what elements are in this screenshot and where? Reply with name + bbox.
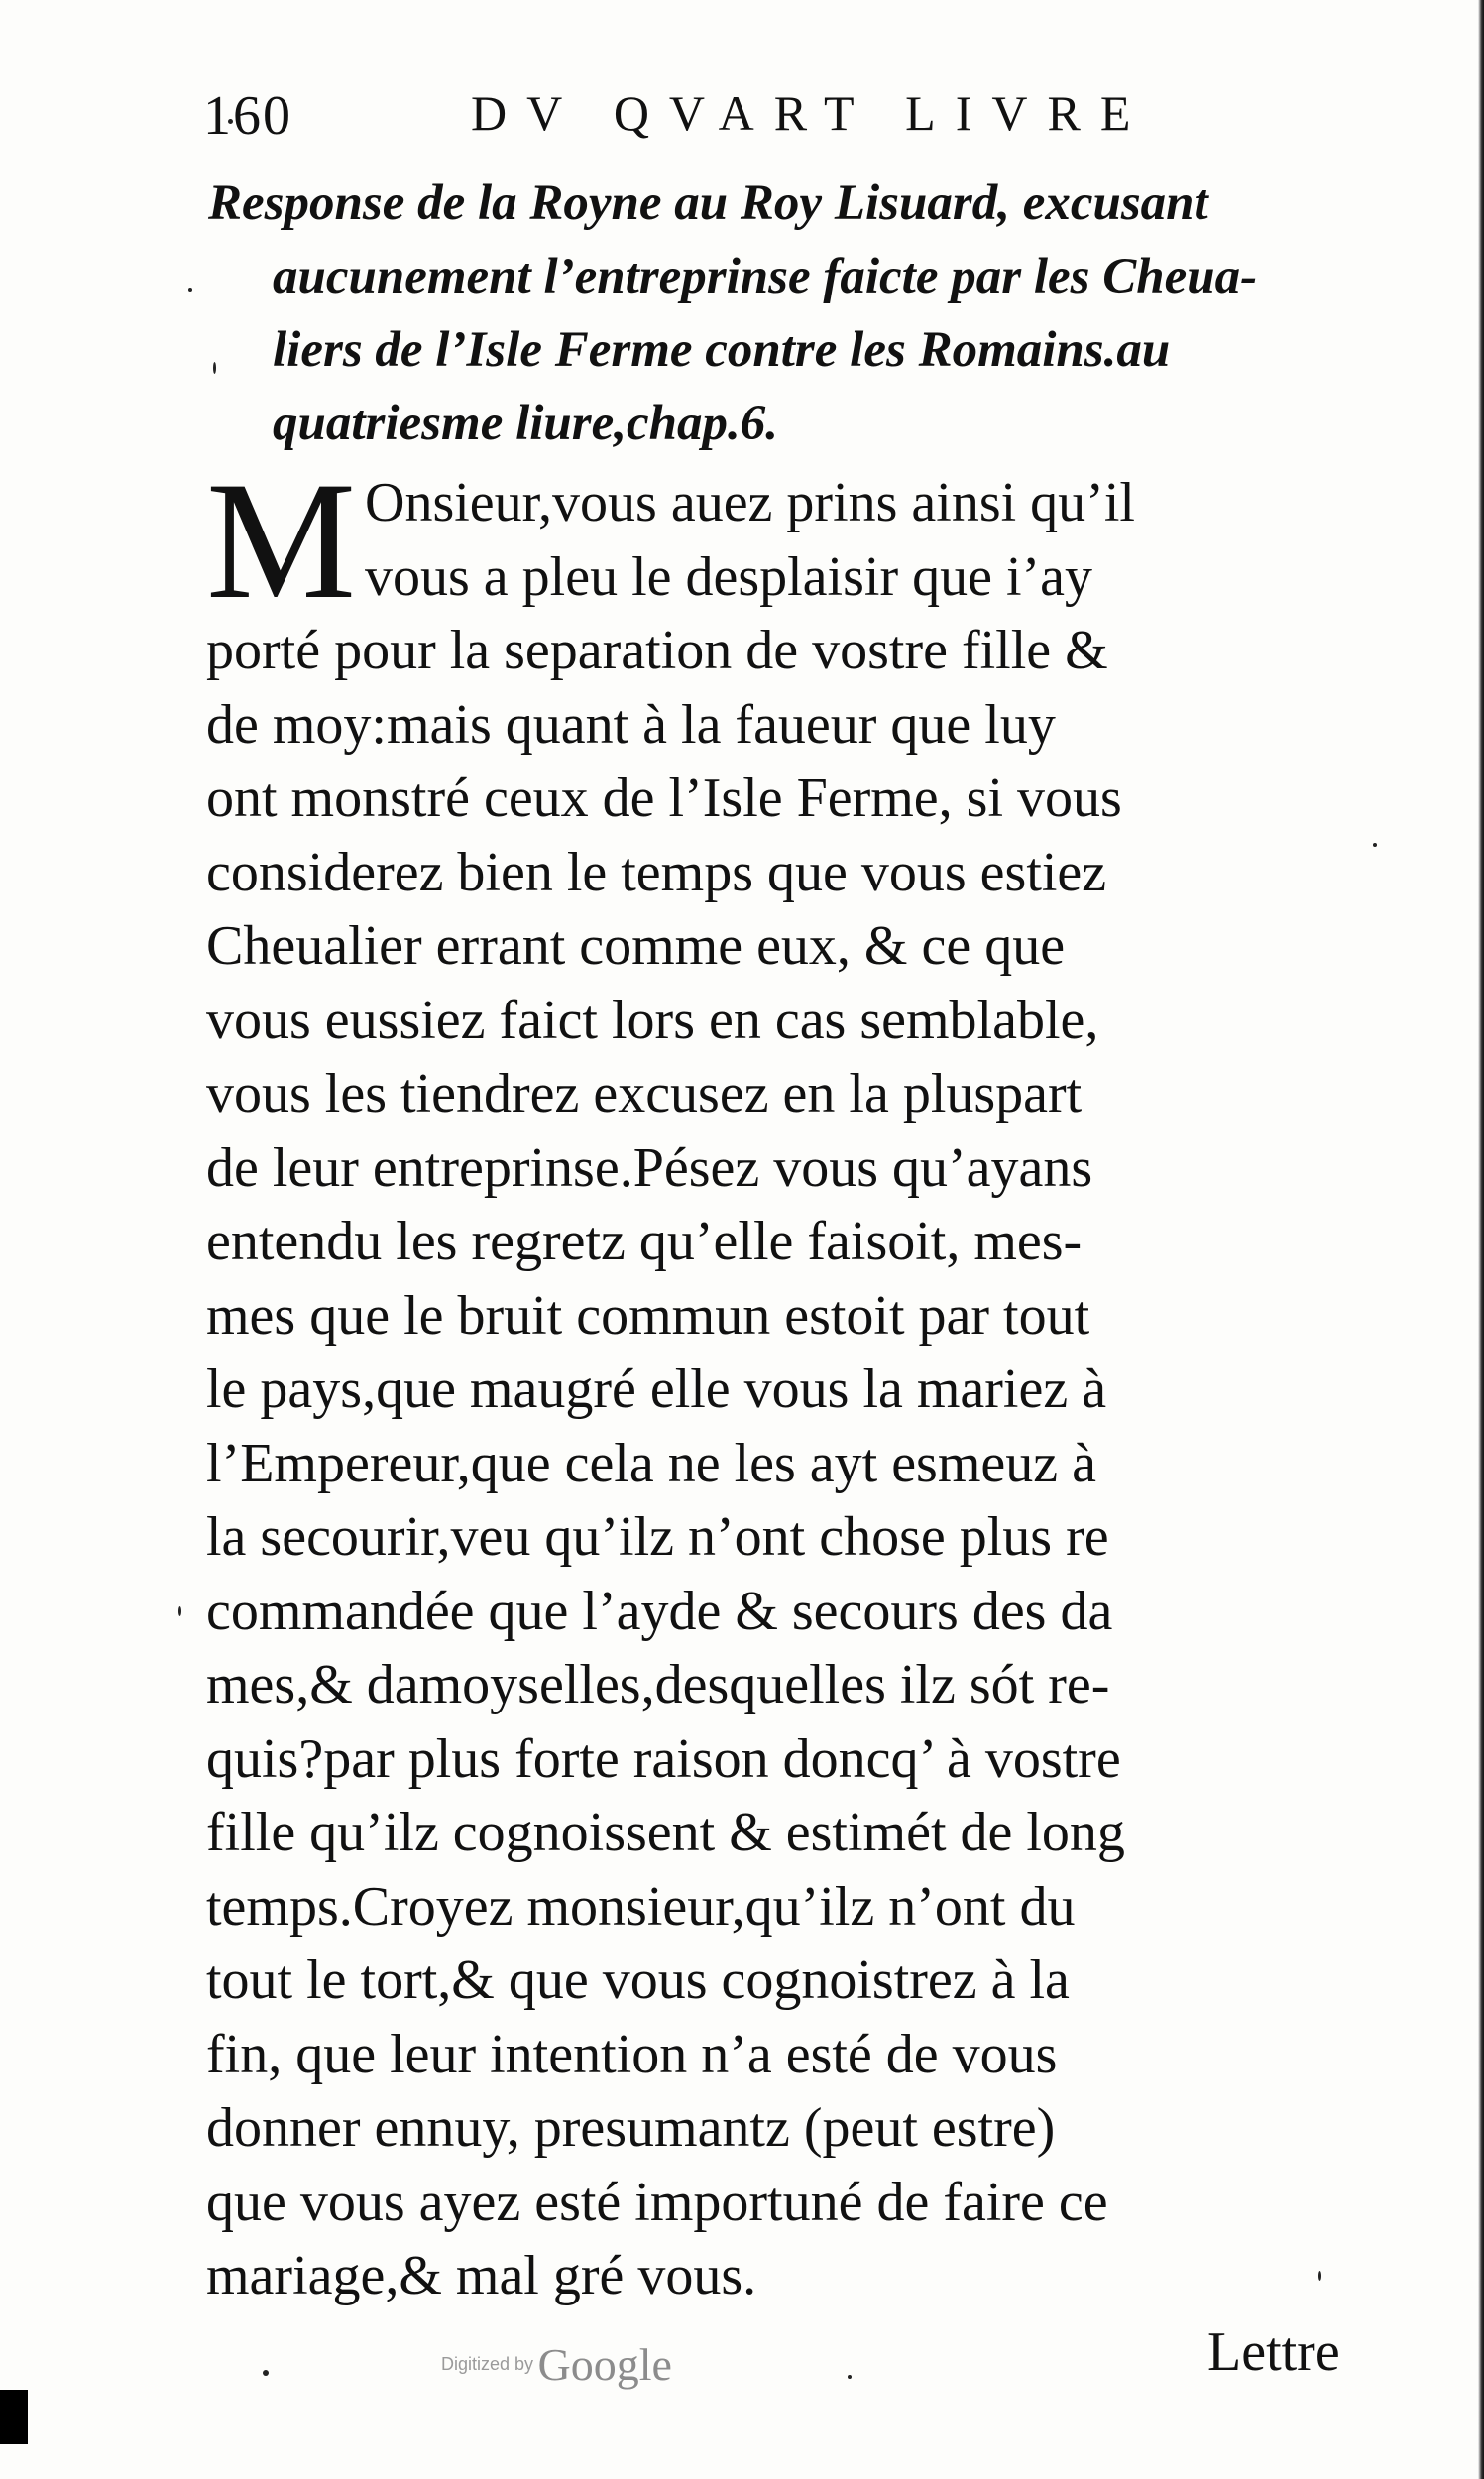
text-line: l’Empereur,que cela ne les ayt esmeuz à xyxy=(206,1432,1096,1494)
page-edge-shadow xyxy=(1478,0,1484,2479)
text-line: mes,& damoyselles,desquelles ilz sót re- xyxy=(206,1654,1110,1715)
speck xyxy=(263,2370,269,2376)
text-line: quis?par plus forte raison doncq’ à vostre xyxy=(206,1727,1121,1790)
catchword: Lettre xyxy=(1207,2321,1340,2383)
heading-line: liers de l’Isle Ferme contre les Romains.au xyxy=(273,322,1171,378)
text-line: mes que le bruit commun estoit par tout xyxy=(206,1284,1090,1347)
text-line: temps.Croyez monsieur,qu’ilz n’ont du xyxy=(206,1875,1076,1938)
watermark-prefix: Digitized by xyxy=(441,2354,534,2374)
drop-cap: M xyxy=(206,447,357,634)
text-line: vous a pleu le desplaisir que i’ay xyxy=(365,545,1093,608)
text-line: considerez bien le temps que vous estiez xyxy=(206,841,1107,903)
heading-line: Response de la Royne au Roy Lisuard, excusant xyxy=(208,176,1208,231)
text-line: la secourir,veu qu’ilz n’ont chose plus re xyxy=(206,1506,1109,1568)
chapter-heading xyxy=(208,167,1388,460)
text-line: entendu les regretz qu’elle faisoit, mes- xyxy=(206,1211,1083,1272)
heading-line: quatriesme liure,chap.6. xyxy=(273,396,779,451)
text-line: Onsieur,vous auez prins ainsi qu’il xyxy=(365,472,1135,533)
text-line: tout le tort,& que vous cognoistrez à la xyxy=(206,1949,1070,2011)
text-line: de leur entreprinse.Pésez vous qu’ayans xyxy=(206,1136,1093,1199)
speck xyxy=(848,2375,852,2379)
text-line: donner ennuy, presumantz (peut estre) xyxy=(206,2097,1056,2159)
google-logo: Google xyxy=(537,2339,672,2390)
text-line: porté pour la separation de vostre fille & xyxy=(206,620,1108,681)
text-line: fille qu’ilz cognoissent & estimét de long xyxy=(206,1802,1125,1863)
text-line: commandée que l’ayde & secours des da xyxy=(206,1580,1113,1642)
text-line: Cheualier errant comme eux, & ce que xyxy=(206,915,1066,977)
speck xyxy=(188,288,192,292)
digitized-watermark xyxy=(441,2338,672,2398)
text-line: le pays,que maugré elle vous la mariez à xyxy=(206,1358,1107,1420)
text-line: fin, que leur intention n’a esté de vous xyxy=(206,2023,1058,2085)
text-line: mariage,& mal gré vous. xyxy=(206,2245,757,2306)
speck xyxy=(178,1606,181,1616)
text-line: vous eussiez faict lors en cas semblable, xyxy=(206,989,1099,1051)
page-number: 160 xyxy=(203,85,292,147)
text-line: ont monstré ceux de l’Isle Ferme, si vous xyxy=(206,767,1122,829)
scan-artifact-mark xyxy=(0,2390,28,2444)
text-line: de moy:mais quant à la faueur que luy xyxy=(206,693,1056,756)
text-line: vous les tiendrez excusez en la pluspart xyxy=(206,1063,1083,1124)
running-head: DV QVART LIVRE xyxy=(471,85,1151,141)
page-header xyxy=(203,84,1294,154)
heading-line: aucunement l’entreprinse faicte par les Cheua- xyxy=(273,249,1258,304)
text-line: que vous ayez esté importuné de faire ce xyxy=(206,2171,1108,2233)
body-text xyxy=(206,447,1396,2313)
